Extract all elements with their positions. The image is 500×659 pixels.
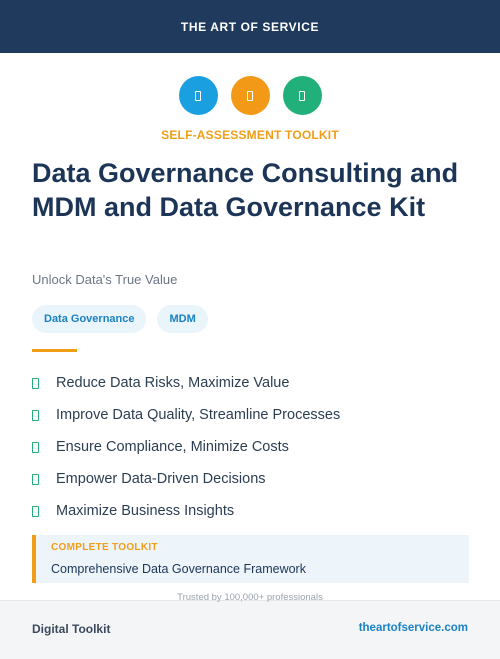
subtitle: Unlock Data's True Value bbox=[32, 272, 178, 287]
tag-data-governance[interactable]: Data Governance bbox=[32, 305, 146, 333]
callout-text: Comprehensive Data Governance Framework bbox=[51, 562, 306, 576]
top-banner bbox=[0, 0, 500, 53]
tag-list bbox=[32, 305, 208, 333]
check-icon bbox=[32, 378, 39, 389]
icon-row bbox=[0, 76, 500, 115]
page-title: Data Governance Consulting and MDM and Data Governance Kit bbox=[32, 158, 459, 222]
green-badge-icon bbox=[283, 76, 322, 115]
trusted-note: Trusted by 100,000+ professionals bbox=[177, 592, 323, 603]
website-link[interactable]: theartofservice.com bbox=[358, 622, 468, 634]
check-icon bbox=[32, 506, 39, 517]
accent-divider bbox=[32, 349, 77, 352]
toolkit-callout bbox=[32, 535, 469, 583]
list-item: Ensure Compliance, Minimize Costs bbox=[32, 431, 340, 463]
check-icon bbox=[32, 410, 39, 421]
blue-badge-icon bbox=[179, 76, 218, 115]
footer-label: Digital Toolkit bbox=[32, 622, 111, 636]
check-icon bbox=[32, 474, 39, 485]
tag-mdm[interactable]: MDM bbox=[157, 305, 207, 333]
callout-label: COMPLETE TOOLKIT bbox=[51, 542, 158, 553]
feature-list bbox=[32, 367, 340, 527]
list-item: Improve Data Quality, Streamline Processes bbox=[32, 399, 340, 431]
list-item: Empower Data-Driven Decisions bbox=[32, 463, 340, 495]
eyebrow-label: SELF-ASSESSMENT TOOLKIT bbox=[161, 128, 339, 142]
check-icon bbox=[32, 442, 39, 453]
orange-badge-icon bbox=[231, 76, 270, 115]
list-item: Reduce Data Risks, Maximize Value bbox=[32, 367, 340, 399]
list-item: Maximize Business Insights bbox=[32, 495, 340, 527]
brand-name: THE ART OF SERVICE bbox=[180, 19, 320, 34]
footer bbox=[0, 592, 500, 659]
